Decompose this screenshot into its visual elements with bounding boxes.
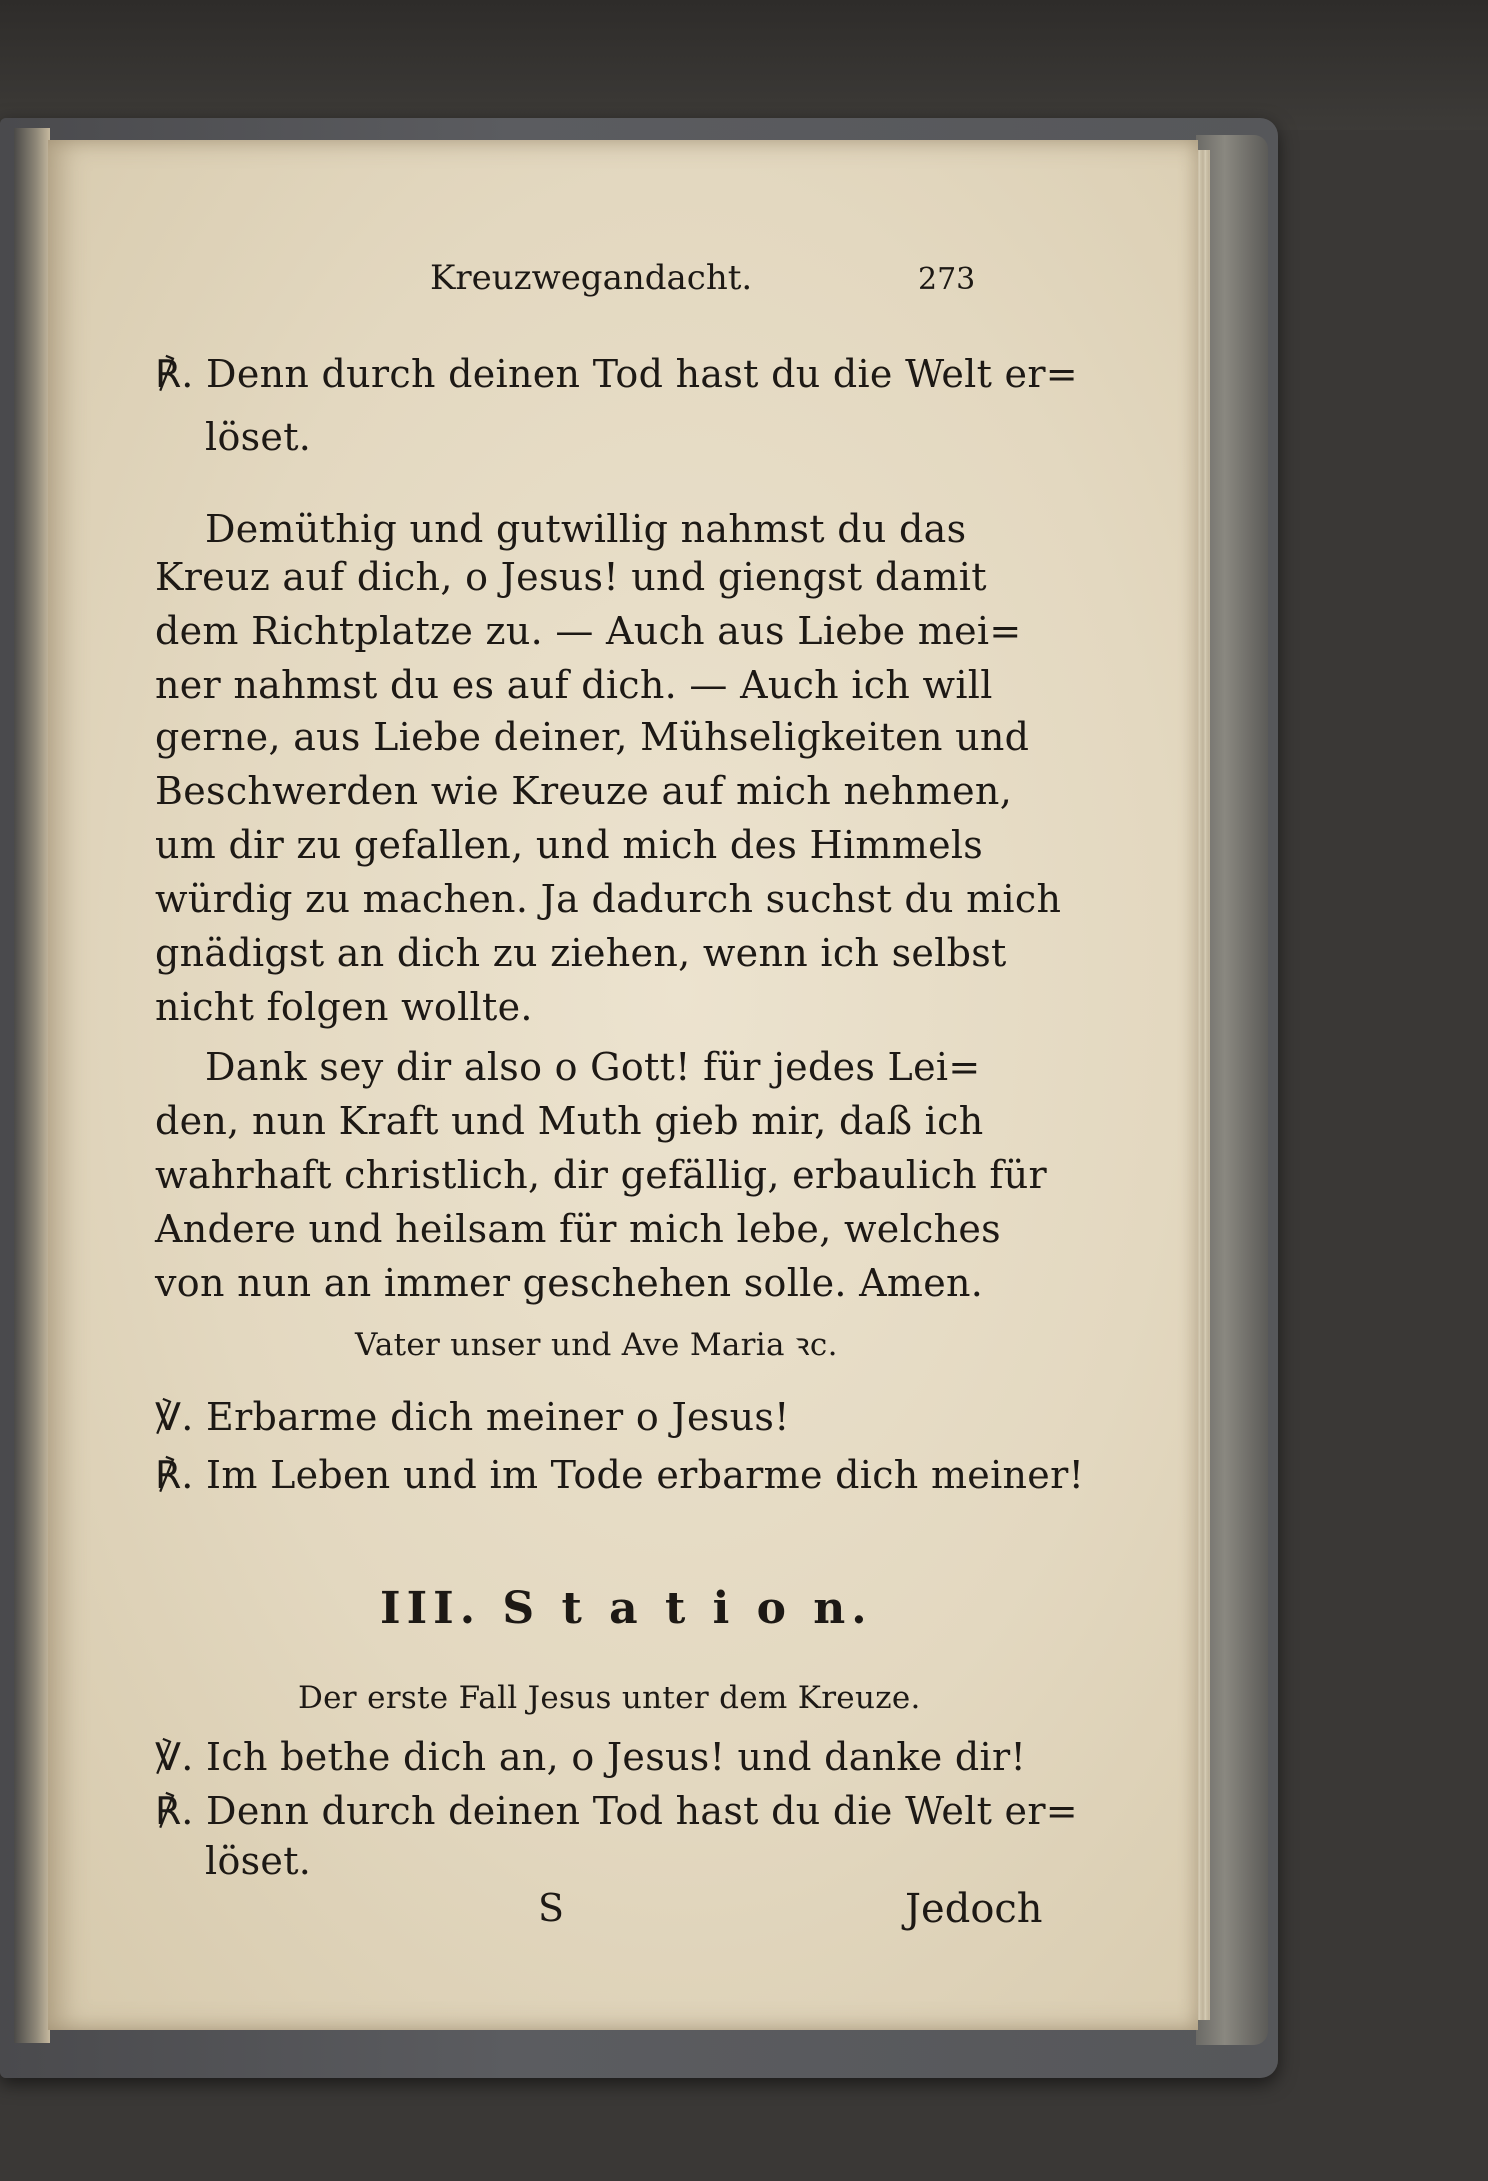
response-line: ℟. Im Leben und im Tode erbarme dich meiner! (155, 1453, 1085, 1497)
paragraph-line: von nun an immer geschehen solle. Amen. (155, 1261, 984, 1305)
response-line: löset. (205, 1839, 312, 1883)
running-header: Kreuzwegandacht. (430, 258, 753, 298)
versicle-line: ℣. Erbarme dich meiner o Jesus! (155, 1395, 790, 1439)
paragraph-line: den, nun Kraft und Muth gieb mir, daß ich (155, 1099, 984, 1143)
paragraph-line: Beschwerden wie Kreuze auf mich nehmen, (155, 769, 1013, 813)
response-line: ℟. Denn durch deinen Tod hast du die Welt er= (155, 1789, 1078, 1833)
paragraph-line: Demüthig und gutwillig nahmst du das (205, 507, 967, 551)
paragraph-line: gnädigst an dich zu ziehen, wenn ich selbst (155, 931, 1007, 975)
catchword: Jedoch (905, 1886, 1043, 1932)
paragraph-line: gerne, aus Liebe deiner, Mühseligkeiten und (155, 715, 1030, 759)
paragraph-line: würdig zu machen. Ja dadurch suchst du mich (155, 877, 1062, 921)
versicle-line: ℣. Ich bethe dich an, o Jesus! und danke dir! (155, 1735, 1027, 1779)
paragraph-line: Dank sey dir also o Gott! für jedes Lei= (205, 1045, 981, 1089)
paragraph-line: dem Richtplatze zu. — Auch aus Liebe mei= (155, 609, 1022, 653)
paragraph-line: um dir zu gefallen, und mich des Himmels (155, 823, 984, 867)
response-line: löset. (205, 415, 312, 459)
paragraph-line: Kreuz auf dich, o Jesus! und giengst damit (155, 555, 987, 599)
paragraph-line: wahrhaft christlich, dir gefällig, erbaulich für (155, 1153, 1047, 1197)
page-number: 273 (918, 262, 976, 297)
paragraph-line: Andere und heilsam für mich lebe, welches (155, 1207, 1001, 1251)
paragraph-line: ner nahmst du es auf dich. — Auch ich will (155, 663, 993, 707)
signature-mark: S (538, 1886, 565, 1930)
station-heading: III. S t a t i o n. (380, 1583, 873, 1634)
response-line: ℟. Denn durch deinen Tod hast du die Welt er= (155, 352, 1078, 396)
paragraph-line: nicht folgen wollte. (155, 985, 533, 1029)
station-subtitle: Der erste Fall Jesus unter dem Kreuze. (298, 1680, 921, 1716)
prayer-note: Vater unser und Ave Maria ꝛc. (355, 1327, 838, 1363)
